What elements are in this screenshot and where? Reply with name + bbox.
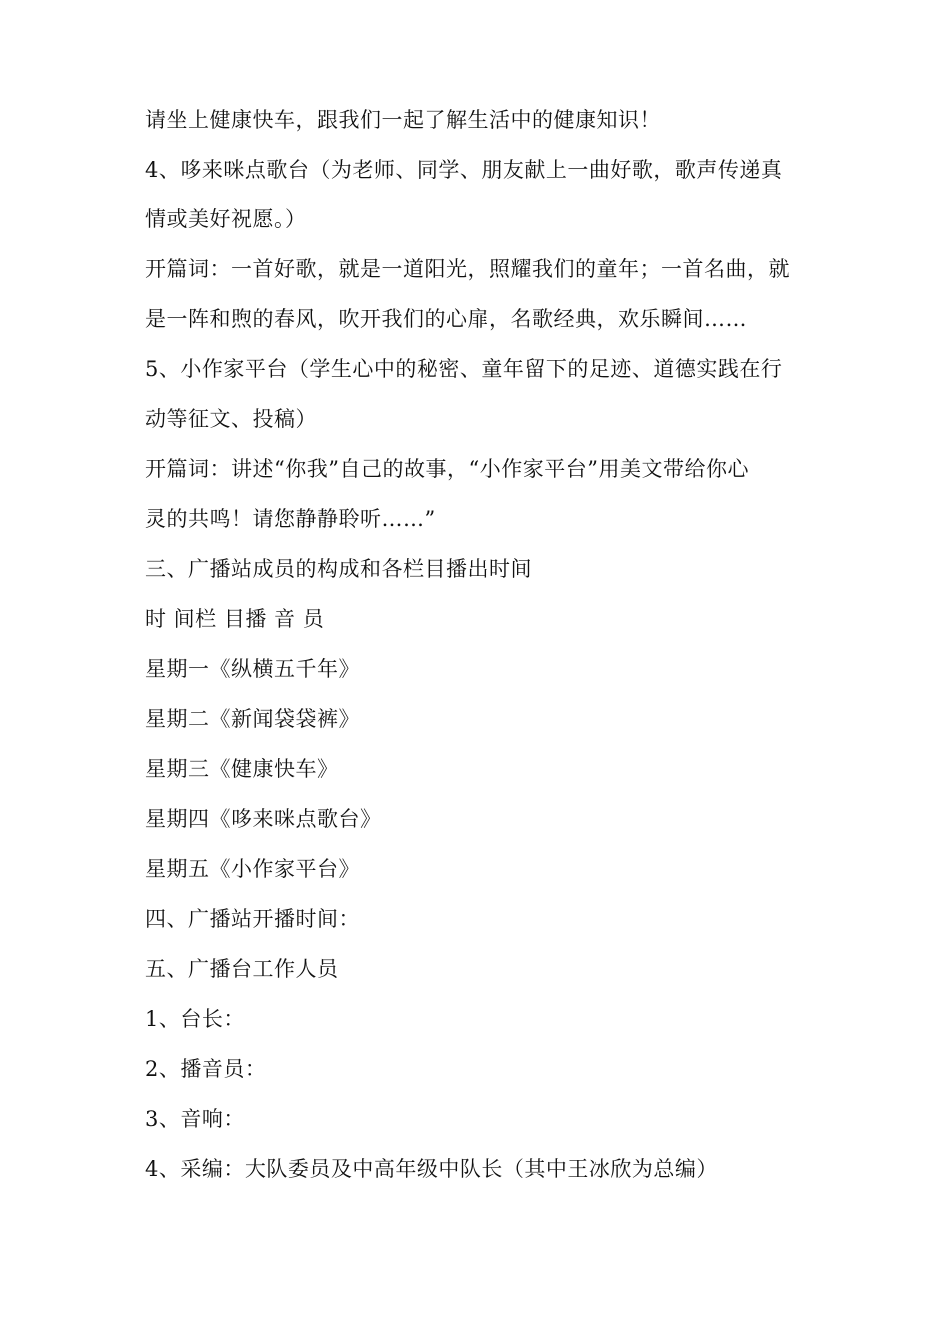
schedule-header: 时 间栏 目播 音 员 bbox=[145, 607, 325, 631]
text-line: 情或美好祝愿。） bbox=[145, 207, 307, 231]
staff-item: 4、采编：大队委员及中高年级中队长（其中王冰欣为总编） bbox=[145, 1157, 718, 1181]
text-line: 4、哆来咪点歌台（为老师、同学、朋友献上一曲好歌，歌声传递真 bbox=[145, 158, 783, 182]
staff-item: 3、音响： bbox=[145, 1107, 245, 1131]
schedule-row: 星期五《小作家平台》 bbox=[145, 857, 360, 881]
section-heading: 五、广播台工作人员 bbox=[145, 957, 339, 981]
section-heading: 三、广播站成员的构成和各栏目播出时间 bbox=[145, 557, 532, 581]
section-heading: 四、广播站开播时间： bbox=[145, 907, 360, 931]
text-line: 动等征文、投稿） bbox=[145, 407, 317, 431]
staff-item: 2、播音员： bbox=[145, 1057, 267, 1081]
text-line: 灵的共鸣！请您静静聆听……” bbox=[145, 507, 436, 531]
text-line: 请坐上健康快车，跟我们一起了解生活中的健康知识！ bbox=[145, 108, 661, 132]
text-line: 开篇词：讲述“你我”自己的故事，“小作家平台”用美文带给你心 bbox=[145, 457, 749, 481]
schedule-row: 星期四《哆来咪点歌台》 bbox=[145, 807, 382, 831]
schedule-row: 星期三《健康快车》 bbox=[145, 757, 339, 781]
schedule-row: 星期一《纵横五千年》 bbox=[145, 657, 360, 681]
text-line: 开篇词：一首好歌，就是一道阳光，照耀我们的童年；一首名曲，就 bbox=[145, 257, 790, 281]
schedule-row: 星期二《新闻袋袋裤》 bbox=[145, 707, 360, 731]
text-line: 是一阵和煦的春风，吹开我们的心扉，名歌经典，欢乐瞬间…… bbox=[145, 307, 747, 331]
staff-item: 1、台长： bbox=[145, 1007, 245, 1031]
text-line: 5、小作家平台（学生心中的秘密、童年留下的足迹、道德实践在行 bbox=[145, 357, 783, 381]
